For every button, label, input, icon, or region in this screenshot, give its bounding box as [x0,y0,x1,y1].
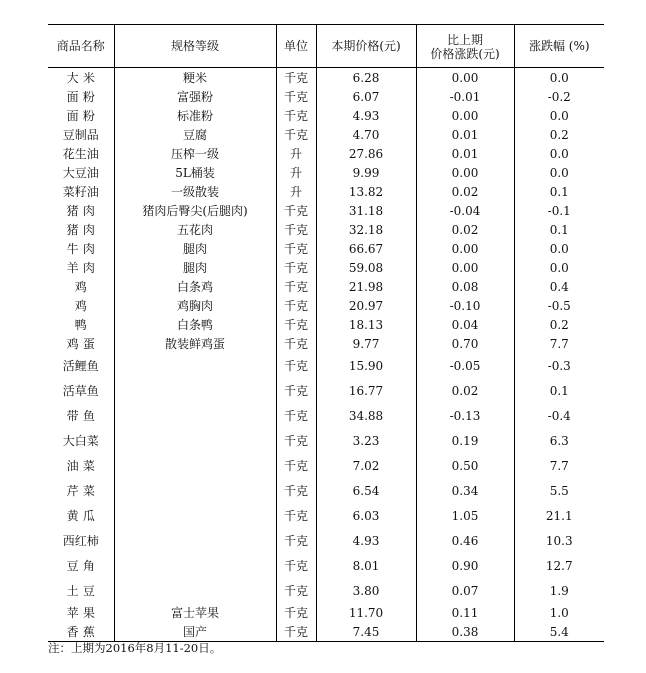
cell-change: 0.02 [416,378,514,403]
table-row [48,163,604,182]
cell-price: 27.86 [316,144,416,163]
table-row [48,453,604,478]
table-row [48,68,604,88]
cell-price: 59.08 [316,258,416,277]
cell-name: 面粉 [48,106,114,125]
cell-unit: 千克 [276,201,316,220]
cell-name: 活鲤鱼 [48,353,114,378]
cell-spec [114,403,276,428]
cell-name: 西红柿 [48,528,114,553]
table-row [48,428,604,453]
cell-change: 0.01 [416,125,514,144]
cell-pct: 0.0 [549,241,569,256]
table-row [48,315,604,334]
cell-pct: -0.2 [547,89,571,104]
cell-unit: 千克 [276,106,316,125]
table-row [48,239,604,258]
cell-name: 黄瓜 [48,503,114,528]
cell-price: 15.90 [316,353,416,378]
table-body [48,68,604,642]
cell-change: -0.04 [416,201,514,220]
cell-unit: 升 [276,163,316,182]
cell-change: 0.34 [416,478,514,503]
cell-name: 猪肉 [48,220,114,239]
cell-pct: 10.3 [545,533,573,548]
cell-spec [114,503,276,528]
cell-change: 0.50 [416,453,514,478]
table-header-row [48,25,604,68]
cell-unit: 千克 [276,503,316,528]
cell-spec: 豆腐 [114,125,276,144]
header-price: 本期价格(元) [316,25,416,68]
cell-change: 0.19 [416,428,514,453]
cell-spec [114,478,276,503]
header-pct: 涨跌幅 (%) [514,25,604,68]
cell-pct: -0.1 [547,203,571,218]
cell-spec: 白条鸡 [114,277,276,296]
cell-change: 0.07 [416,578,514,603]
table-row [48,553,604,578]
cell-unit: 千克 [276,553,316,578]
cell-spec: 富强粉 [114,87,276,106]
cell-name: 苹果 [48,603,114,622]
cell-name: 大白菜 [48,428,114,453]
cell-change: 0.11 [416,603,514,622]
cell-spec: 国产 [114,622,276,642]
cell-price: 34.88 [316,403,416,428]
cell-price: 16.77 [316,378,416,403]
cell-pct: 0.2 [549,127,569,142]
table-row [48,378,604,403]
cell-pct: 7.7 [549,458,569,473]
cell-spec [114,353,276,378]
cell-pct: -0.3 [547,358,571,373]
cell-spec [114,378,276,403]
cell-spec: 粳米 [114,68,276,88]
table-row [48,277,604,296]
cell-spec [114,453,276,478]
table-row [48,478,604,503]
cell-spec: 猪肉后臀尖(后腿肉) [114,201,276,220]
cell-unit: 千克 [276,334,316,353]
cell-price: 6.03 [316,503,416,528]
cell-spec [114,428,276,453]
cell-unit: 千克 [276,125,316,144]
table-row [48,182,604,201]
table-row [48,144,604,163]
header-change-line1: 比上期 [446,33,483,47]
cell-name: 大米 [48,68,114,88]
cell-name: 鸡蛋 [48,334,114,353]
cell-unit: 千克 [276,478,316,503]
cell-unit: 千克 [276,528,316,553]
cell-price: 9.77 [316,334,416,353]
cell-change: -0.13 [416,403,514,428]
cell-pct: 0.1 [549,222,569,237]
table-row [48,296,604,315]
cell-price: 9.99 [316,163,416,182]
cell-pct: -0.4 [547,408,571,423]
cell-spec: 富士苹果 [114,603,276,622]
header-spec: 规格等级 [114,25,276,68]
cell-unit: 千克 [276,296,316,315]
table-row [48,125,604,144]
cell-unit: 千克 [276,87,316,106]
cell-change: 0.08 [416,277,514,296]
cell-name: 鸭 [48,315,114,334]
cell-pct: 12.7 [545,558,573,573]
cell-change: -0.05 [416,353,514,378]
cell-change: 0.01 [416,144,514,163]
cell-spec: 五花肉 [114,220,276,239]
cell-price: 11.70 [316,603,416,622]
cell-price: 7.02 [316,453,416,478]
cell-price: 4.93 [316,106,416,125]
cell-unit: 千克 [276,453,316,478]
table-row [48,201,604,220]
price-table [48,24,604,642]
cell-unit: 千克 [276,578,316,603]
cell-price: 3.23 [316,428,416,453]
cell-pct: 5.5 [549,483,569,498]
cell-spec: 鸡胸肉 [114,296,276,315]
cell-spec [114,553,276,578]
cell-name: 花生油 [48,144,114,163]
table-row [48,220,604,239]
cell-pct: 1.9 [549,583,569,598]
cell-name: 猪肉 [48,201,114,220]
table-row [48,578,604,603]
cell-name: 豆角 [48,553,114,578]
cell-unit: 千克 [276,315,316,334]
table-row [48,403,604,428]
cell-pct: 0.2 [549,317,569,332]
cell-price: 21.98 [316,277,416,296]
cell-price: 6.54 [316,478,416,503]
cell-change: 0.00 [416,258,514,277]
cell-pct: 0.0 [549,70,569,85]
cell-spec: 散装鲜鸡蛋 [114,334,276,353]
cell-unit: 升 [276,182,316,201]
cell-spec: 一级散装 [114,182,276,201]
cell-change: 0.04 [416,315,514,334]
cell-change: 0.02 [416,220,514,239]
cell-price: 6.07 [316,87,416,106]
cell-price: 13.82 [316,182,416,201]
cell-unit: 千克 [276,353,316,378]
table-row [48,87,604,106]
cell-pct: 7.7 [549,336,569,351]
cell-name: 鸡 [48,296,114,315]
cell-spec: 5L桶装 [114,163,276,182]
cell-price: 32.18 [316,220,416,239]
cell-unit: 千克 [276,378,316,403]
cell-pct: 1.0 [549,605,569,620]
cell-pct: 0.0 [549,260,569,275]
cell-price: 4.70 [316,125,416,144]
header-name: 商品名称 [48,25,114,68]
cell-price: 8.01 [316,553,416,578]
cell-price: 20.97 [316,296,416,315]
cell-name: 土豆 [48,578,114,603]
table-row [48,258,604,277]
cell-name: 油菜 [48,453,114,478]
cell-unit: 升 [276,144,316,163]
cell-price: 3.80 [316,578,416,603]
cell-name: 牛肉 [48,239,114,258]
cell-unit: 千克 [276,68,316,88]
cell-pct: 0.0 [549,108,569,123]
cell-change: 0.90 [416,553,514,578]
cell-name: 羊肉 [48,258,114,277]
cell-name: 面粉 [48,87,114,106]
cell-unit: 千克 [276,622,316,642]
cell-change: 0.00 [416,163,514,182]
cell-change: 0.38 [416,622,514,642]
cell-change: 1.05 [416,503,514,528]
cell-price: 4.93 [316,528,416,553]
cell-price: 18.13 [316,315,416,334]
cell-name: 芹菜 [48,478,114,503]
cell-name: 带鱼 [48,403,114,428]
cell-change: 0.70 [416,334,514,353]
cell-price: 6.28 [316,68,416,88]
cell-change: 0.00 [416,106,514,125]
cell-unit: 千克 [276,258,316,277]
table-row [48,503,604,528]
cell-change: 0.02 [416,182,514,201]
cell-name: 菜籽油 [48,182,114,201]
cell-pct: 0.0 [549,165,569,180]
header-change [416,25,514,68]
header-change-line2: 价格涨跌(元) [430,47,500,61]
cell-name: 豆制品 [48,125,114,144]
cell-pct: 21.1 [545,508,573,523]
price-table-container [48,24,604,642]
cell-spec: 腿肉 [114,258,276,277]
cell-change: 0.46 [416,528,514,553]
cell-unit: 千克 [276,603,316,622]
cell-spec: 压榨一级 [114,144,276,163]
cell-price: 7.45 [316,622,416,642]
cell-pct: 5.4 [514,622,604,642]
table-row [48,106,604,125]
cell-unit: 千克 [276,277,316,296]
table-row [48,353,604,378]
cell-price: 66.67 [316,239,416,258]
cell-unit: 千克 [276,220,316,239]
cell-name: 鸡 [48,277,114,296]
footnote: 注：上期为2016年8月11-20日。 [48,641,222,655]
cell-unit: 千克 [276,428,316,453]
cell-name: 大豆油 [48,163,114,182]
cell-unit: 千克 [276,239,316,258]
cell-name: 香蕉 [48,622,114,642]
table-row [48,334,604,353]
cell-pct: 0.4 [549,279,569,294]
cell-pct: 0.1 [549,184,569,199]
cell-spec [114,528,276,553]
cell-change: 0.00 [416,68,514,88]
cell-spec [114,578,276,603]
cell-change: -0.10 [416,296,514,315]
cell-pct: 0.1 [549,383,569,398]
cell-spec: 标准粉 [114,106,276,125]
table-row [48,603,604,622]
header-unit: 单位 [276,25,316,68]
table-row [48,622,604,642]
cell-pct: 0.0 [549,146,569,161]
table-row [48,528,604,553]
cell-pct: -0.5 [547,298,571,313]
cell-unit: 千克 [276,403,316,428]
cell-spec: 白条鸭 [114,315,276,334]
cell-pct: 6.3 [549,433,569,448]
cell-spec: 腿肉 [114,239,276,258]
cell-change: 0.00 [416,239,514,258]
cell-price: 31.18 [316,201,416,220]
cell-name: 活草鱼 [48,378,114,403]
cell-change: -0.01 [416,87,514,106]
